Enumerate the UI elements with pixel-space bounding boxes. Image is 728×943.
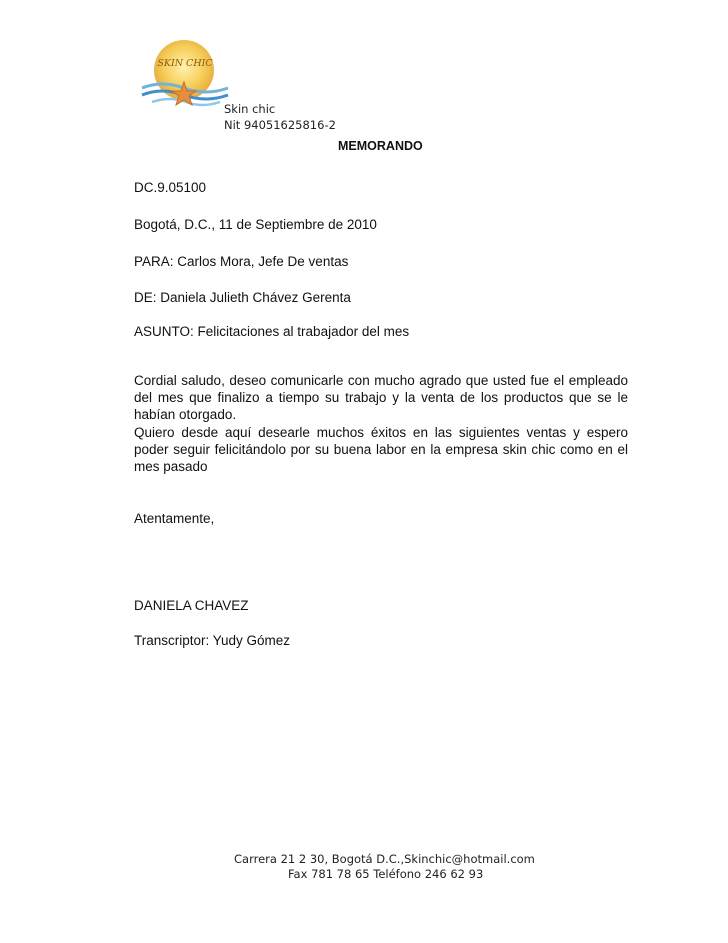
transcriptor: Transcriptor: Yudy Gómez xyxy=(134,633,291,648)
signature-name: DANIELA CHAVEZ xyxy=(134,598,249,613)
memo-subject: ASUNTO: Felicitaciones al trabajador del mes xyxy=(134,324,410,339)
footer-phones: Fax 781 78 65 Teléfono 246 62 93 xyxy=(288,867,484,881)
memo-to: PARA: Carlos Mora, Jefe De ventas xyxy=(134,254,349,269)
company-nit: Nit 94051625816-2 xyxy=(224,118,336,132)
skin-chic-logo xyxy=(138,38,232,114)
memo-date: Bogotá, D.C., 11 de Septiembre de 2010 xyxy=(134,217,377,232)
footer-address: Carrera 21 2 30, Bogotá D.C.,Skinchic@hotmail.com xyxy=(234,852,535,866)
company-name: Skin chic xyxy=(224,102,276,116)
memo-title: MEMORANDO xyxy=(338,139,423,153)
closing: Atentamente, xyxy=(134,511,215,526)
body-paragraph: Cordial saludo, deseo comunicarle con mucho agrado que usted fue el empleado del mes que finalizo a tiempo su trabajo y la venta de los productos que se le habían otorgado. xyxy=(134,373,628,423)
body-paragraph: Quiero desde aquí desearle muchos éxitos en las siguientes ventas y espero poder seguir felicitándolo por su buena labor en la empresa skin chic como en el mes pasado xyxy=(134,424,628,475)
memo-body xyxy=(134,372,628,475)
memo-code: DC.9.05100 xyxy=(134,180,207,195)
memo-from: DE: Daniela Julieth Chávez Gerenta xyxy=(134,290,351,305)
company-block xyxy=(224,101,336,133)
logo-text: SKIN CHIC xyxy=(157,58,213,69)
